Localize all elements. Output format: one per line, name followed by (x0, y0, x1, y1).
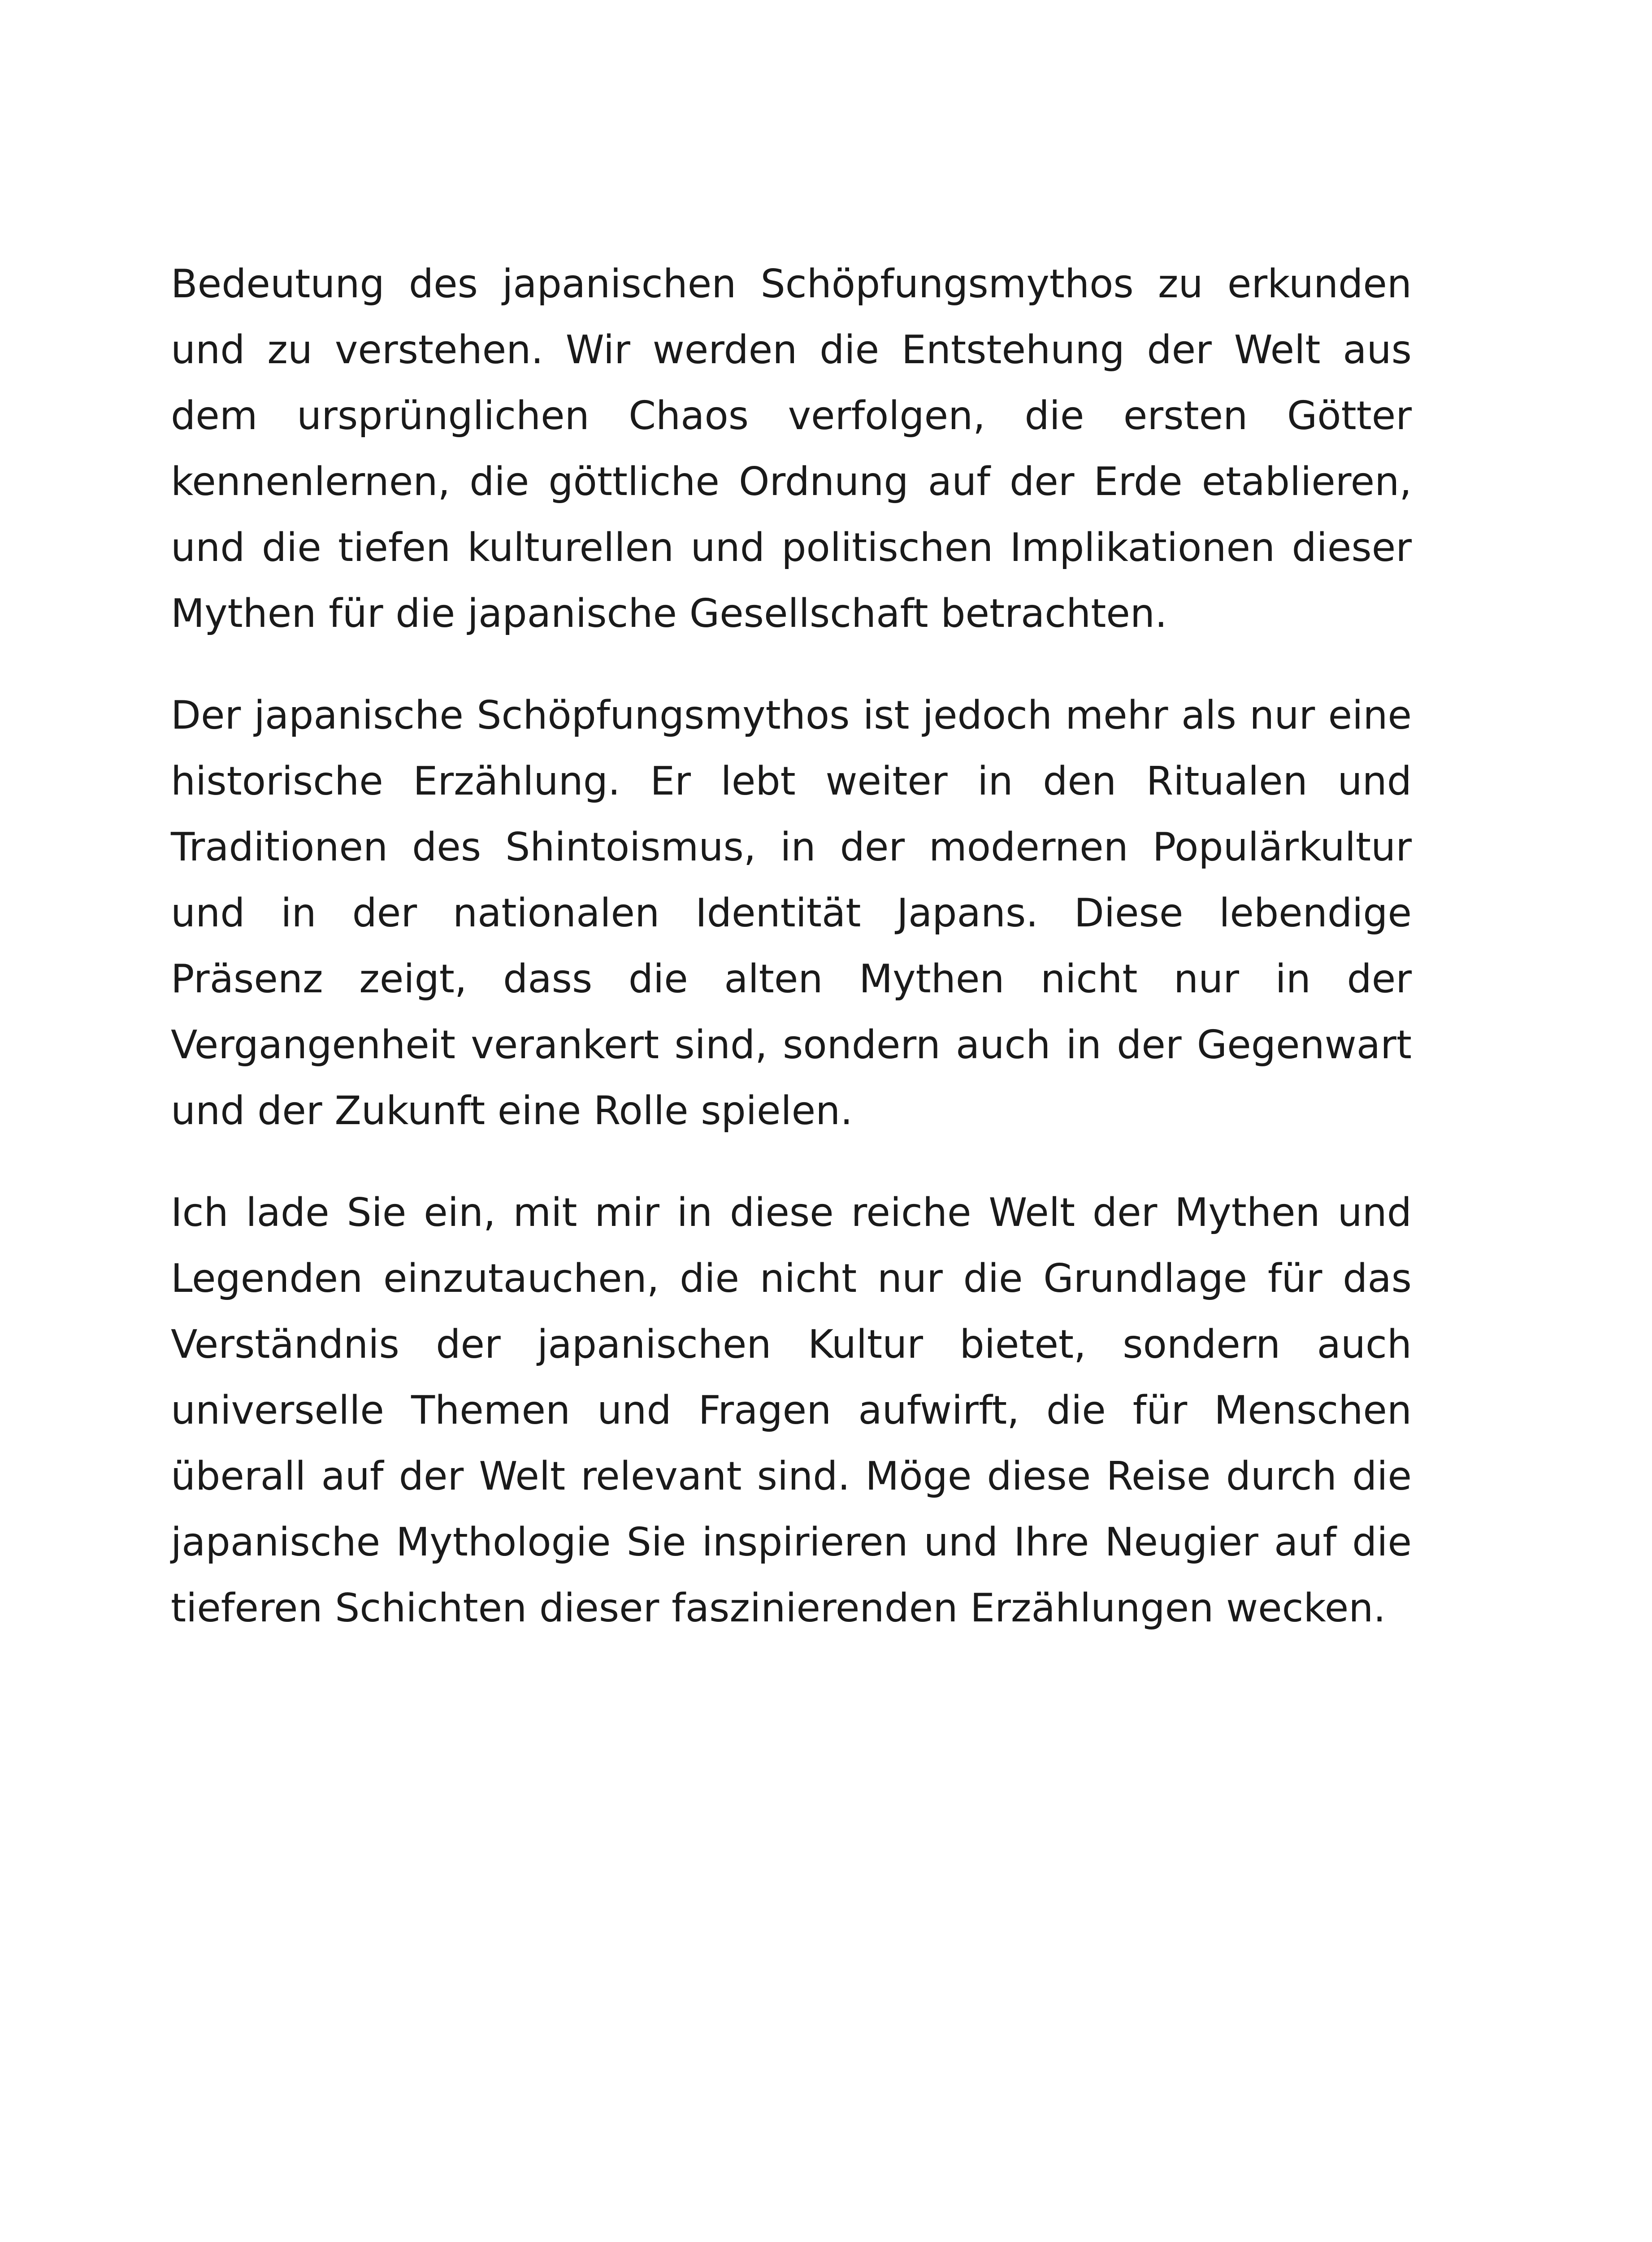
body-text (171, 251, 1412, 1677)
paragraph-3: Ich lade Sie ein, mit mir in diese reiche Welt der Mythen und Legenden einzutauchen, die nicht nur die Grundlage für das Verständnis der japanischen Kultur bietet, sondern auch universelle Themen und Fragen aufwirft, die für Menschen überall auf der Welt relevant sind. Möge diese Reise durch die japanische Mythologie Sie inspirieren und Ihre Neugier auf die tieferen Schichten dieser faszinierenden Erzählungen wecken. (171, 1190, 1412, 1631)
paragraph-1: Bedeutung des japanischen Schöpfungsmythos zu erkunden und zu verstehen. Wir werden die Entstehung der Welt aus dem ursprünglichen Chaos verfolgen, die ersten Götter kennenlernen, die göttliche Ordnung auf der Erde etablieren, und die tiefen kulturellen und politischen Implikationen dieser Mythen für die japanische Gesellschaft betrachten. (171, 261, 1412, 636)
paragraph-2: Der japanische Schöpfungsmythos ist jedoch mehr als nur eine historische Erzählung. Er lebt weiter in den Ritualen und Traditionen des Shintoismus, in der modernen Populärkultur und in der nationalen Identität Japans. Diese lebendige Präsenz zeigt, dass die alten Mythen nicht nur in der Vergangenheit verankert sind, sondern auch in der Gegenwart und der Zukunft eine Rolle spielen. (171, 692, 1412, 1134)
